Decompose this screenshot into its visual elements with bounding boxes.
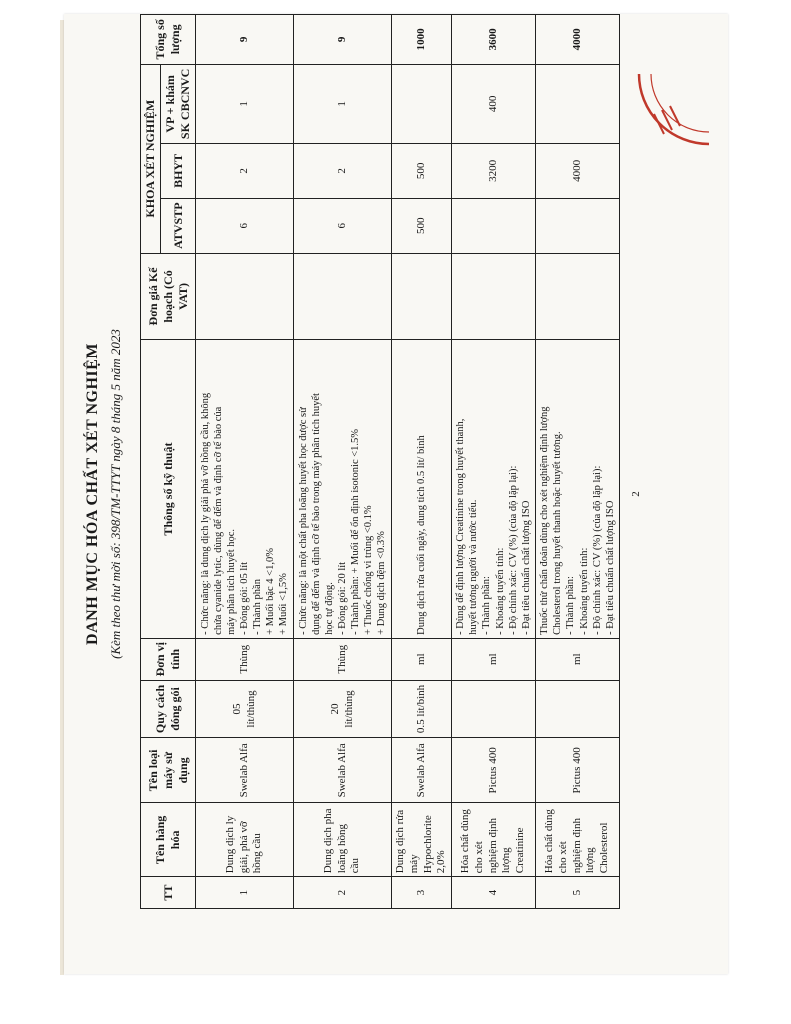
row-unit: Thùng bbox=[294, 638, 392, 680]
spec-line: - Thành phần: + Muối để ổn định isotonic <1.5% bbox=[350, 428, 362, 635]
row-tt: 3 bbox=[392, 877, 452, 909]
row-vp bbox=[392, 64, 452, 143]
spec-line: + Dung dịch đệm <0.3% bbox=[376, 531, 388, 635]
row-pack: 05 lít/thùng bbox=[196, 680, 294, 738]
spec-line: - Độ chính xác: CV (%) (của độ lặp lại): bbox=[591, 465, 603, 635]
document-subtitle: (Kèm theo thư mời số: 398/TM-TTYT ngày 8 tháng 5 năm 2023 bbox=[108, 329, 123, 659]
row-tt: 5 bbox=[536, 877, 620, 909]
spec-line: chứa cyanide lytic, dùng để đếm và định cỡ tế bào của bbox=[212, 406, 224, 635]
row-atvstp bbox=[452, 198, 536, 253]
row-pack: 0.5 lít/bình bbox=[392, 680, 452, 738]
row-tt: 4 bbox=[452, 877, 536, 909]
document-page bbox=[64, 14, 728, 974]
row-spec bbox=[392, 340, 452, 639]
spec-line: - Thành phần: bbox=[565, 576, 577, 635]
spec-line: - Đóng gói: 05 lít bbox=[238, 561, 250, 635]
table-row bbox=[392, 15, 452, 909]
row-vp: 1 bbox=[196, 64, 294, 143]
row-machine: Swelab Alfa bbox=[294, 738, 392, 803]
row-price bbox=[294, 253, 392, 340]
row-machine: Pictus 400 bbox=[452, 738, 536, 803]
row-name: Dung dịch pha loãng hồng cầu bbox=[294, 803, 392, 877]
header-row bbox=[141, 15, 161, 909]
row-atvstp bbox=[536, 198, 620, 253]
row-spec bbox=[294, 340, 392, 639]
spec-line: Thuốc thử chẩn đoán dùng cho xét nghiệm định lượng bbox=[539, 406, 551, 635]
row-bhyt: 500 bbox=[392, 144, 452, 199]
stamp-arc bbox=[639, 74, 709, 144]
row-price bbox=[452, 253, 536, 340]
spec-line: dụng để đếm và định cỡ tế bào trong máy phân tích huyết bbox=[310, 393, 322, 635]
row-atvstp: 6 bbox=[294, 198, 392, 253]
table-row bbox=[196, 15, 294, 909]
row-spec bbox=[196, 340, 294, 639]
header-pack: Quy cách đóng gói bbox=[141, 680, 196, 738]
spec-line: huyết tương người và nước tiểu. bbox=[468, 499, 480, 635]
row-total: 3600 bbox=[452, 15, 536, 65]
stamp-fragment bbox=[624, 64, 714, 154]
spec-line: + Thuốc chống vi trùng <0.1% bbox=[363, 505, 375, 635]
row-name: Dung dịch rửa máy Hypochlorite 2,0% bbox=[392, 803, 452, 877]
row-pack bbox=[452, 680, 536, 738]
row-unit: ml bbox=[452, 638, 536, 680]
spec-line: + Muối bậc 4 <1,0% bbox=[265, 548, 277, 635]
row-pack bbox=[536, 680, 620, 738]
row-unit: ml bbox=[536, 638, 620, 680]
spec-line: - Đạt tiêu chuẩn chất lượng ISO bbox=[604, 500, 616, 635]
row-machine: Swelab Alfa bbox=[196, 738, 294, 803]
document-title: DANH MỤC HÓA CHẤT XÉT NGHIỆM bbox=[84, 343, 101, 645]
row-machine: Swelab Alfa bbox=[392, 738, 452, 803]
row-name: Dung dịch ly giải, phá vỡ hồng cầu bbox=[196, 803, 294, 877]
spec-line: - Dùng để định lượng Creatinine trong huyết thanh, bbox=[455, 418, 467, 635]
spec-line: - Độ chính xác: CV (%) (của độ lặp lại): bbox=[507, 465, 519, 635]
table-row bbox=[536, 15, 620, 909]
row-total: 1000 bbox=[392, 15, 452, 65]
row-name: Hóa chất dùng cho xét nghiệm định lượng Creatinine bbox=[452, 803, 536, 877]
header-vp: VP + khám SK CBCNVC bbox=[161, 64, 196, 143]
spec-line: - Khoảng tuyến tính: bbox=[494, 547, 506, 635]
header-spec: Thông số kỹ thuật bbox=[141, 340, 196, 639]
row-atvstp: 500 bbox=[392, 198, 452, 253]
header-tt: TT bbox=[141, 877, 196, 909]
row-bhyt: 2 bbox=[196, 144, 294, 199]
row-total: 9 bbox=[294, 15, 392, 65]
spec-line: - Đạt tiêu chuẩn chất lượng ISO bbox=[520, 500, 532, 635]
row-vp bbox=[536, 64, 620, 143]
row-bhyt: 2 bbox=[294, 144, 392, 199]
header-machine: Tên loại máy sử dụng bbox=[141, 738, 196, 803]
spec-line: - Thành phần: bbox=[481, 576, 493, 635]
row-total: 9 bbox=[196, 15, 294, 65]
row-unit: Thùng bbox=[196, 638, 294, 680]
row-bhyt: 3200 bbox=[452, 144, 536, 199]
spec-line: - Khoảng tuyến tính: bbox=[578, 547, 590, 635]
header-price: Đơn giá Kế hoạch (Có VAT) bbox=[141, 253, 196, 340]
header-atvstp: ATVSTP bbox=[161, 198, 196, 253]
header-unit: Đơn vị tính bbox=[141, 638, 196, 680]
chemicals-table bbox=[140, 14, 620, 909]
row-vp: 400 bbox=[452, 64, 536, 143]
spec-line: - Thành phần bbox=[252, 579, 264, 635]
row-tt: 2 bbox=[294, 877, 392, 909]
rotated-content bbox=[64, 14, 728, 974]
header-bhyt: BHYT bbox=[161, 144, 196, 199]
row-spec bbox=[536, 340, 620, 639]
row-atvstp: 6 bbox=[196, 198, 294, 253]
row-vp: 1 bbox=[294, 64, 392, 143]
spec-line: học tự động. bbox=[323, 582, 335, 635]
spec-line: Cholesterol trong huyết thanh hoặc huyết tương. bbox=[552, 431, 564, 635]
row-spec bbox=[452, 340, 536, 639]
row-pack: 20 lít/thùng bbox=[294, 680, 392, 738]
row-tt: 1 bbox=[196, 877, 294, 909]
header-total: Tổng số lượng bbox=[141, 15, 196, 65]
spec-line: - Đóng gói: 20 lít bbox=[336, 561, 348, 635]
row-unit: ml bbox=[392, 638, 452, 680]
row-bhyt: 4000 bbox=[536, 144, 620, 199]
row-price bbox=[196, 253, 294, 340]
spec-line: Dung dịch rửa cuối ngày, dung tích 0.5 lít/ bình bbox=[415, 435, 427, 635]
spec-line: - Chức năng: là một chất pha loãng huyết học được sử bbox=[297, 407, 309, 635]
spec-line: + Muối <1,5% bbox=[278, 573, 290, 635]
table-row bbox=[452, 15, 536, 909]
row-name: Hóa chất dùng cho xét nghiệm định lượng Cholesterol bbox=[536, 803, 620, 877]
row-price bbox=[392, 253, 452, 340]
page-number: 2 bbox=[630, 491, 642, 497]
row-total: 4000 bbox=[536, 15, 620, 65]
header-name: Tên hàng hóa bbox=[141, 803, 196, 877]
row-price bbox=[536, 253, 620, 340]
header-dept-group: KHOA XÉT NGHIỆM bbox=[141, 64, 161, 253]
stamp-mark bbox=[654, 114, 664, 134]
row-machine: Pictus 400 bbox=[536, 738, 620, 803]
spec-line: - Chức năng: là dung dịch ly giải phá vỡ hồng cầu, không bbox=[199, 392, 211, 635]
table-row bbox=[294, 15, 392, 909]
stamp-mark bbox=[670, 106, 680, 126]
spec-line: máy phân tích huyết học. bbox=[225, 528, 237, 635]
